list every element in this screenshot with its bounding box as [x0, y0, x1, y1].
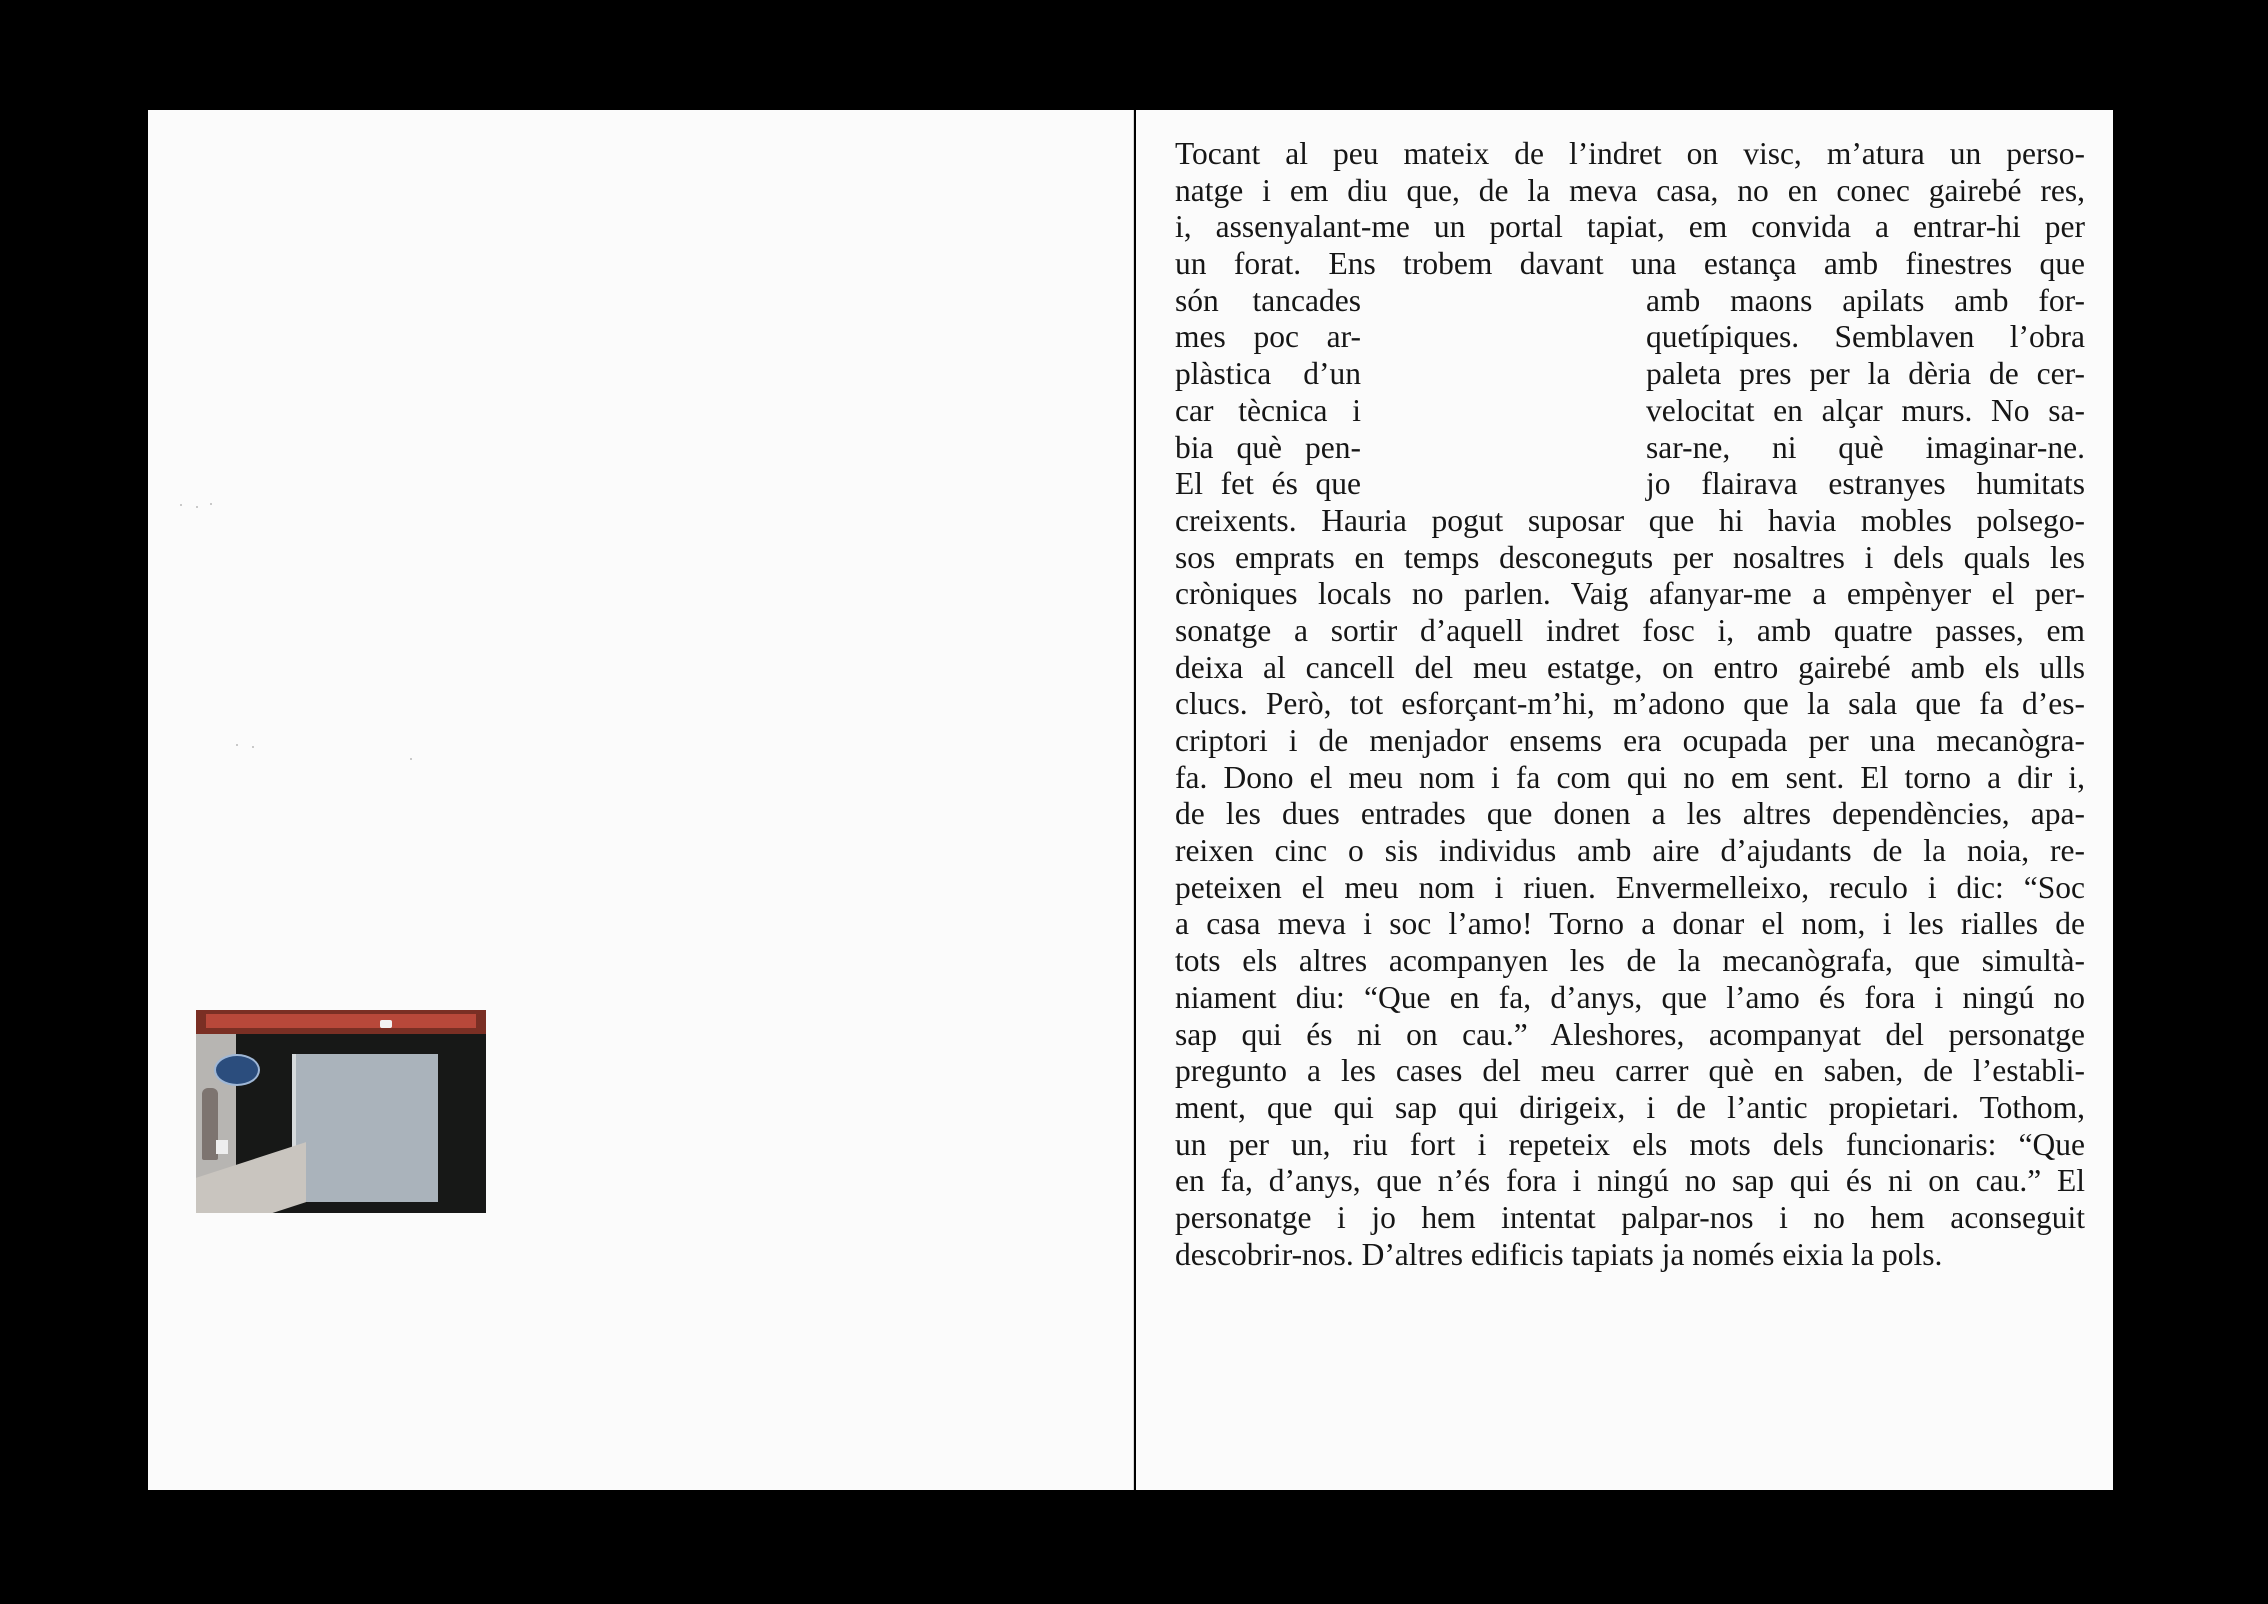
- text-line: descobrir-nos. D’altres edificis tapiats ja només eixia la pols.: [1175, 1236, 1943, 1272]
- photo-shutter: [292, 1054, 438, 1202]
- split-right-fragment: velocitat en alçar murs. No sa-: [1646, 392, 2085, 428]
- text-line: fa. Dono el meu nom i fa com qui no em sent. El torno a dir i,: [1175, 759, 2085, 795]
- split-right-fragment: sar-ne, ni què imaginar-ne.: [1646, 429, 2085, 465]
- split-right-fragment: paleta pres per la dèria de cer-: [1646, 356, 2085, 392]
- storefront-photo: [196, 1010, 486, 1213]
- split-text-line: [1175, 393, 2085, 430]
- text-line: i, assenyalant-me un portal tapiat, em convida a entrar-hi per: [1175, 209, 2085, 245]
- text-line: sonatge a sortir d’aquell indret fosc i, amb quatre passes, em: [1175, 612, 2085, 648]
- text-line: natge i em diu que, de la meva casa, no en conec gairebé res,: [1175, 172, 2085, 208]
- paper-speck: [180, 504, 182, 506]
- text-line: clucs. Però, tot esforçant-m’hi, m’adono que la sala que fa d’es-: [1175, 686, 2085, 722]
- text-line: pregunto a les cases del meu carrer què en saben, de l’establi-: [1175, 1053, 2085, 1089]
- text-line: cròniques locals no parlen. Vaig afanyar-me a empènyer el per-: [1175, 576, 2085, 612]
- paper-speck: [410, 758, 412, 760]
- paper-speck: [252, 746, 254, 748]
- text-line: niament diu: “Que en fa, d’anys, que l’amo és fora i ningú no: [1175, 979, 2085, 1015]
- text-line: en fa, d’anys, que n’és fora i ningú no sap qui és ni on cau.” El: [1175, 1163, 2085, 1199]
- text-line: un per un, riu fort i repeteix els mots dels funcionaris: “Que: [1175, 1126, 2085, 1162]
- split-left-fragment: són tancades: [1175, 282, 1361, 318]
- text-line: sap qui és ni on cau.” Aleshores, acompanyat del personatge: [1175, 1016, 2085, 1052]
- text-line: creixents. Hauria pogut suposar que hi havia mobles polsego-: [1175, 502, 2085, 538]
- split-text-line: [1175, 283, 2085, 320]
- body-text: [1175, 136, 2085, 1273]
- split-left-fragment: El fet és que: [1175, 466, 1361, 502]
- text-line: deixa al cancell del meu estatge, on entro gairebé amb els ulls: [1175, 649, 2085, 685]
- split-text-line: [1175, 319, 2085, 356]
- split-left-fragment: plàstica d’un: [1175, 356, 1361, 392]
- text-line: ment, que qui sap qui dirigeix, i de l’antic propietari. Tothom,: [1175, 1089, 2085, 1125]
- split-right-fragment: jo flairava estranyes humitats: [1646, 466, 2085, 502]
- photo-awning-stripe: [206, 1014, 476, 1028]
- split-left-fragment: mes poc ar-: [1175, 319, 1361, 355]
- paper-speck: [210, 503, 212, 505]
- text-line: personatge i jo hem intentat palpar-nos i no hem aconseguit: [1175, 1199, 2085, 1235]
- photo-light: [380, 1020, 392, 1028]
- split-text-line: [1175, 356, 2085, 393]
- text-line: sos emprats en temps desconeguts per nosaltres i dels quals les: [1175, 539, 2085, 575]
- text-line: Tocant al peu mateix de l’indret on visc, m’atura un perso-: [1175, 136, 2085, 171]
- split-text-line: [1175, 430, 2085, 467]
- split-text-line: [1175, 466, 2085, 503]
- split-left-fragment: car tècnica i: [1175, 392, 1361, 428]
- text-line: criptori i de menjador ensems era ocupada per una mecanògra-: [1175, 723, 2085, 758]
- left-page: [148, 110, 1134, 1490]
- text-line: a casa meva i soc l’amo! Torno a donar el nom, i les rialles de: [1175, 906, 2085, 942]
- split-left-fragment: bia què pen-: [1175, 429, 1361, 465]
- split-right-fragment: amb maons apilats amb for-: [1646, 282, 2085, 318]
- split-right-fragment: quetípiques. Semblaven l’obra: [1646, 319, 2085, 355]
- paper-speck: [196, 506, 198, 508]
- text-line: peteixen el meu nom i riuen. Envermelleixo, reculo i dic: “Soc: [1175, 869, 2085, 905]
- text-line: reixen cinc o sis individus amb aire d’ajudants de la noia, re-: [1175, 833, 2085, 869]
- text-line: de les dues entrades que donen a les altres dependències, apa-: [1175, 796, 2085, 832]
- text-line: tots els altres acompanyen les de la mecanògrafa, que simultà-: [1175, 943, 2085, 979]
- text-line: un forat. Ens trobem davant una estança amb finestres que: [1175, 246, 2085, 282]
- paper-speck: [236, 744, 238, 746]
- photo-blue-sign: [214, 1054, 260, 1086]
- photo-shopping-bag: [216, 1140, 228, 1154]
